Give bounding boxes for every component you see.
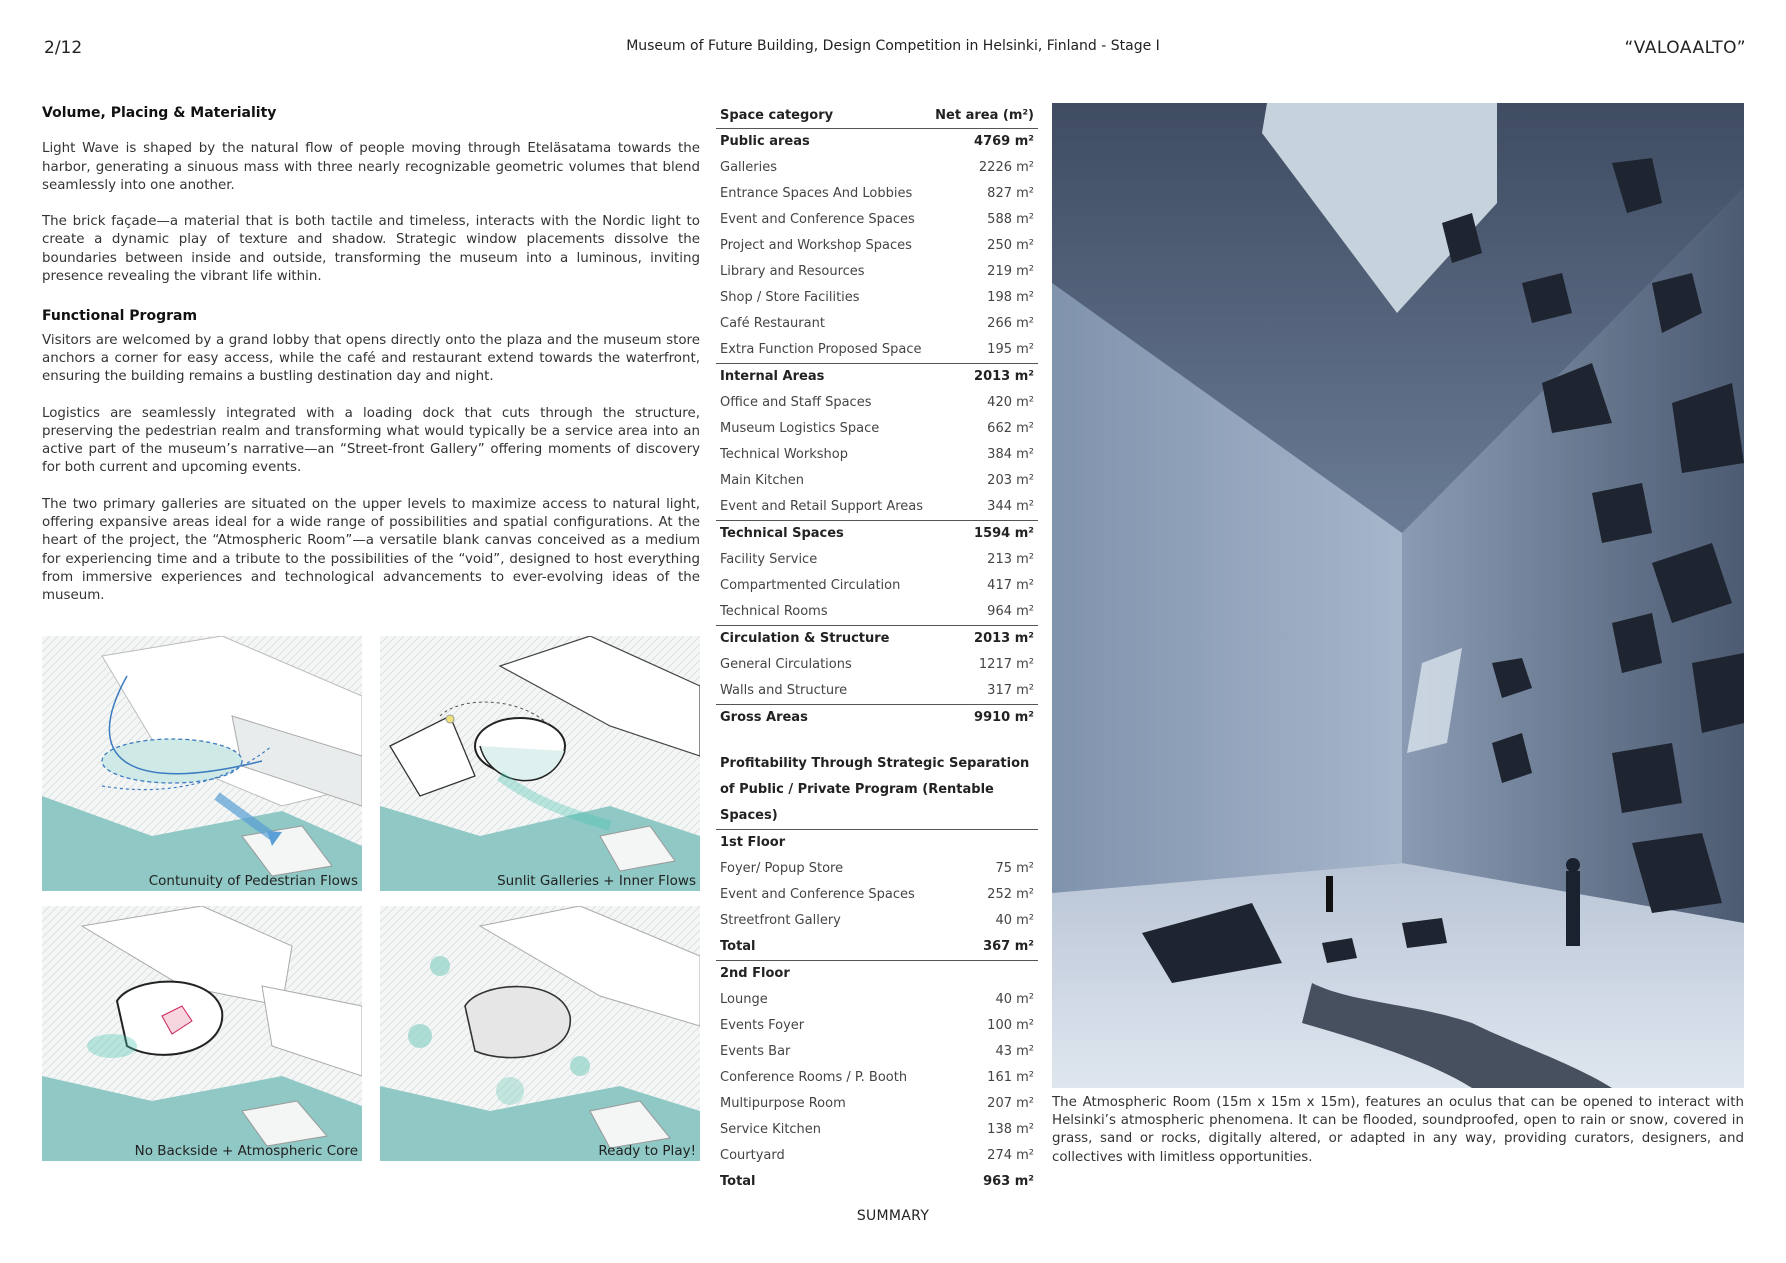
heading-functional-program: Functional Program: [42, 308, 198, 325]
render-caption: The Atmospheric Room (15m x 15m x 15m), features an oculus that can be opened to interact with Helsinki’s atmospheric phenomena. It can be flooded, soundproofed, open to rain or snow, covered in grass, sand or rocks, digitally altered, or adapted in any way, providing curators, designers, and collectives with limitless opportunities.: [1052, 1095, 1744, 1165]
row-value: 250 m²: [987, 238, 1034, 253]
column-header: Net area (m²): [935, 108, 1034, 123]
table-row: [716, 652, 1038, 678]
row-value: 964 m²: [987, 604, 1034, 619]
row-value: 384 m²: [987, 447, 1034, 462]
table-row: [716, 1039, 1038, 1065]
table-row: [716, 573, 1038, 599]
table-group-row: [716, 363, 1038, 390]
row-label: Entrance Spaces And Lobbies: [720, 186, 913, 201]
row-label: Multipurpose Room: [720, 1096, 846, 1111]
row-value: 2013 m²: [974, 369, 1034, 384]
table-group-row: [716, 129, 1038, 155]
row-value: 161 m²: [987, 1070, 1034, 1085]
diagram-ready-to-play: [380, 906, 700, 1161]
table-row: [716, 468, 1038, 494]
paragraph: Logistics are seamlessly integrated with a loading dock that cuts through the structure, preserving the pedestrian realm and transforming what would typically be a service area into an active part of the museum’s narrative—an “Street-front Gallery” offering moments of discovery for both current and upcoming events.: [42, 405, 700, 476]
table-row: [716, 882, 1038, 908]
row-label: General Circulations: [720, 657, 852, 672]
row-label: Event and Retail Support Areas: [720, 499, 924, 514]
diagram-caption: Ready to Play!: [598, 1143, 696, 1159]
paragraph: The two primary galleries are situated on the upper levels to maximize access to natural light, offering expansive areas ideal for a wide range of possibilities and spatial configurations. At the heart of the project, the “Atmospheric Room”—a versatile blank canvas conceived as a medium for experiencing time and a tribute to the possibilities of the “void”, designed to host everything from immersive experiences and technological advancements to ever-evolving ideas of the museum.: [42, 496, 700, 604]
row-label: Public areas: [720, 134, 810, 149]
table-row: [716, 1013, 1038, 1039]
row-label: Courtyard: [720, 1148, 785, 1163]
text-column: [42, 104, 700, 606]
table-group-row: [716, 520, 1038, 547]
table-row: [716, 908, 1038, 934]
row-label: Event and Conference Spaces: [720, 212, 915, 227]
table-row: [716, 1065, 1038, 1091]
page-title: Museum of Future Building, Design Competition in Helsinki, Finland - Stage I: [626, 38, 1160, 54]
row-label: Office and Staff Spaces: [720, 395, 872, 410]
row-value: 75 m²: [995, 861, 1034, 876]
row-value: 662 m²: [987, 421, 1034, 436]
table-row: [716, 1117, 1038, 1143]
row-value: 827 m²: [987, 186, 1034, 201]
row-value: 203 m²: [987, 473, 1034, 488]
diagram-caption: Contunuity of Pedestrian Flows: [148, 873, 358, 889]
row-value: 43 m²: [995, 1044, 1034, 1059]
row-value: 252 m²: [987, 887, 1034, 902]
row-value: 2013 m²: [974, 631, 1034, 646]
row-value: 213 m²: [987, 552, 1034, 567]
row-label: Streetfront Gallery: [720, 913, 841, 928]
diagram-atmospheric-core: [42, 906, 362, 1161]
row-value: 266 m²: [987, 316, 1034, 331]
area-table: [716, 104, 1038, 1195]
row-label: Café Restaurant: [720, 316, 825, 331]
row-value: 4769 m²: [974, 134, 1034, 149]
row-value: 40 m²: [995, 992, 1034, 1007]
row-label: 2nd Floor: [720, 966, 790, 981]
row-label: Service Kitchen: [720, 1122, 822, 1137]
row-label: Lounge: [720, 992, 768, 1007]
row-label: Museum Logistics Space: [720, 421, 880, 436]
row-label: Technical Rooms: [720, 604, 828, 619]
row-value: 219 m²: [987, 264, 1034, 279]
table-row: [716, 987, 1038, 1013]
table-row: [716, 181, 1038, 207]
paragraph: The brick façade—a material that is both tactile and timeless, interacts with the Nordic light to create a dynamic play of texture and shadow. Strategic window placements dissolve the boundaries between inside and outside, transforming the museum into a luminous, inviting presence revealing the vibrant life within.: [42, 214, 700, 285]
page-number: 2/12: [44, 38, 83, 58]
footer-label: SUMMARY: [856, 1208, 930, 1224]
row-value: 207 m²: [987, 1096, 1034, 1111]
diagram-pedestrian-flows: [42, 636, 362, 891]
table-row: [716, 416, 1038, 442]
row-value: 100 m²: [987, 1018, 1034, 1033]
row-label: Circulation & Structure: [720, 631, 890, 646]
paragraph: Light Wave is shaped by the natural flow of people moving through Eteläsatama towards the harbor, generating a sinuous mass with three nearly recognizable geometric volumes that blend seamlessly into one another.: [42, 141, 700, 193]
paragraph: Visitors are welcomed by a grand lobby that opens directly onto the plaza and the museum store anchors a corner for easy access, while the café and restaurant extend towards the waterfront, ensuring the building remains a bustling destination day and night.: [42, 332, 700, 385]
row-label: Internal Areas: [720, 369, 825, 384]
row-label: 1st Floor: [720, 835, 786, 850]
row-value: 367 m²: [983, 939, 1034, 954]
row-label: Gross Areas: [720, 710, 808, 725]
table-row: [716, 311, 1038, 337]
row-label: Technical Workshop: [720, 447, 848, 462]
table-group-row: [716, 625, 1038, 652]
floor-heading: [716, 960, 1038, 987]
row-value: 198 m²: [987, 290, 1034, 305]
atmospheric-room-render: [1052, 103, 1744, 1088]
row-label: Total: [720, 939, 756, 954]
column-header: Space category: [720, 108, 834, 123]
row-label: Shop / Store Facilities: [720, 290, 860, 305]
table-row: [716, 547, 1038, 573]
row-value: 317 m²: [987, 683, 1034, 698]
row-value: 588 m²: [987, 212, 1034, 227]
project-name: “VALOAALTO”: [1624, 38, 1746, 58]
floor-total-row: [716, 1169, 1038, 1195]
row-label: Conference Rooms / P. Booth: [720, 1070, 908, 1085]
row-label: Facility Service: [720, 552, 818, 567]
row-label: Walls and Structure: [720, 683, 848, 698]
row-label: Technical Spaces: [720, 526, 844, 541]
heading-volume: Volume, Placing & Materiality: [42, 105, 277, 121]
row-value: 40 m²: [995, 913, 1034, 928]
row-value: 2226 m²: [978, 160, 1034, 175]
diagram-caption: Sunlit Galleries + Inner Flows: [497, 873, 696, 889]
row-label: Events Bar: [720, 1044, 791, 1059]
row-value: 1217 m²: [978, 657, 1034, 672]
floor-heading: [716, 830, 1038, 856]
row-label: Event and Conference Spaces: [720, 887, 915, 902]
row-value: 274 m²: [987, 1148, 1034, 1163]
table-row: [716, 599, 1038, 625]
table-row: [716, 207, 1038, 233]
table-row: [716, 1143, 1038, 1169]
floor-total-row: [716, 934, 1038, 960]
table-row: [716, 494, 1038, 520]
row-value: 9910 m²: [974, 710, 1034, 725]
row-value: 1594 m²: [974, 526, 1034, 541]
table-row: [716, 337, 1038, 363]
row-label: Galleries: [720, 160, 777, 175]
row-label: Total: [720, 1174, 756, 1189]
table-row: [716, 155, 1038, 181]
diagram-caption: No Backside + Atmospheric Core: [134, 1143, 358, 1159]
table-row: [716, 678, 1038, 704]
table-row: [716, 285, 1038, 311]
row-value: 195 m²: [987, 342, 1034, 357]
table-row: [716, 442, 1038, 468]
row-value: 344 m²: [987, 499, 1034, 514]
row-label: Main Kitchen: [720, 473, 805, 488]
table-row: [716, 856, 1038, 882]
table-row: [716, 233, 1038, 259]
row-value: 138 m²: [987, 1122, 1034, 1137]
row-label: Extra Function Proposed Space: [720, 342, 922, 357]
profitability-heading: Profitability Through Strategic Separation of Public / Private Program (Rentable Spaces): [716, 751, 1038, 830]
table-row: [716, 259, 1038, 285]
row-value: 420 m²: [987, 395, 1034, 410]
row-label: Project and Workshop Spaces: [720, 238, 912, 253]
row-label: Compartmented Circulation: [720, 578, 901, 593]
table-row: [716, 1091, 1038, 1117]
row-label: Events Foyer: [720, 1018, 805, 1033]
gross-total-row: [716, 704, 1038, 731]
diagram-sunlit-galleries: [380, 636, 700, 891]
row-label: Library and Resources: [720, 264, 865, 279]
row-label: Foyer/ Popup Store: [720, 861, 844, 876]
table-header: [716, 104, 1038, 129]
row-value: 417 m²: [987, 578, 1034, 593]
row-value: 963 m²: [983, 1174, 1034, 1189]
table-row: [716, 390, 1038, 416]
